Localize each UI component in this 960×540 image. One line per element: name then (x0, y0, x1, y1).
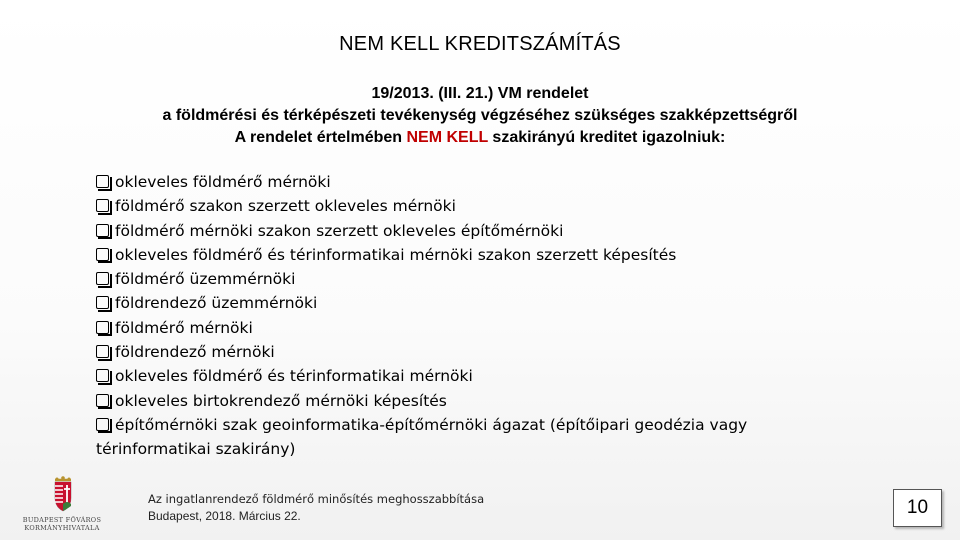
subtitle-line-2: a földmérési és térképészeti tevékenység végzéséhez szükséges szakképzettségről (162, 107, 798, 124)
government-office-logo (22, 476, 102, 538)
logo-line-1: BUDAPEST FŐVÁROS (22, 516, 102, 524)
list-item-text: építőmérnöki szak geoinformatika-építőmérnöki ágazat (építőipari geodézia vagy térinformatikai szakirány) (96, 415, 748, 459)
checkbox-bullet-icon (96, 394, 109, 407)
list-item (96, 389, 816, 413)
subtitle-highlight: NEM KELL (406, 129, 488, 146)
list-item (96, 194, 816, 218)
list-item-text: okleveles földmérő és térinformatikai mérnöki szakon szerzett képesítés (115, 245, 677, 264)
checkbox-bullet-icon (96, 418, 109, 431)
list-item (96, 170, 816, 194)
slide-subtitle (0, 83, 960, 149)
checkbox-bullet-icon (96, 199, 109, 212)
checkbox-bullet-icon (96, 369, 109, 382)
subtitle-line-3-after: szakirányú kreditet igazolniuk: (487, 129, 726, 146)
subtitle-line-3-before: A rendelet értelmében (234, 129, 407, 146)
checkbox-bullet-icon (96, 224, 109, 237)
list-item-text: földrendező üzemmérnöki (115, 294, 318, 313)
list-item-text: okleveles birtokrendező mérnöki képesítés (115, 391, 447, 410)
list-item-text: földmérő üzemmérnöki (115, 270, 296, 289)
checkbox-bullet-icon (96, 321, 109, 334)
checkbox-bullet-icon (96, 345, 109, 358)
list-item (96, 267, 816, 291)
list-item-text: okleveles földmérő és térinformatikai mérnöki (115, 367, 473, 386)
slide-title: NEM KELL KREDITSZÁMÍTÁS (339, 33, 621, 55)
list-item (96, 243, 816, 267)
coat-of-arms-icon (52, 476, 74, 512)
checkbox-bullet-icon (96, 272, 109, 285)
list-item-text: földmérő mérnöki (115, 318, 253, 337)
list-item (96, 291, 816, 315)
list-item-text: okleveles földmérő mérnöki (115, 173, 331, 191)
qualification-list (96, 170, 816, 462)
list-item (96, 340, 816, 364)
page-number: 10 (893, 489, 942, 527)
checkbox-bullet-icon (96, 248, 109, 261)
list-item-text: földmérő mérnöki szakon szerzett okleveles építőmérnöki (115, 221, 564, 240)
list-item-text: földrendező mérnöki (115, 343, 275, 362)
list-item-text: földmérő szakon szerzett okleveles mérnöki (115, 197, 456, 216)
footer-line-2: Budapest, 2018. Március 22. (148, 509, 301, 523)
list-item (96, 219, 816, 243)
logo-line-2: KORMÁNYHIVATALA (24, 524, 100, 532)
footer-text (148, 491, 484, 525)
subtitle-line-1: 19/2013. (III. 21.) VM rendelet (371, 85, 589, 102)
list-item (96, 413, 816, 462)
list-item (96, 316, 816, 340)
checkbox-bullet-icon (96, 175, 109, 188)
subtitle-line-3 (0, 127, 960, 149)
list-item (96, 364, 816, 388)
checkbox-bullet-icon (96, 296, 109, 309)
footer-line-1: Az ingatlanrendező földmérő minősítés meghosszabbítása (148, 492, 485, 506)
